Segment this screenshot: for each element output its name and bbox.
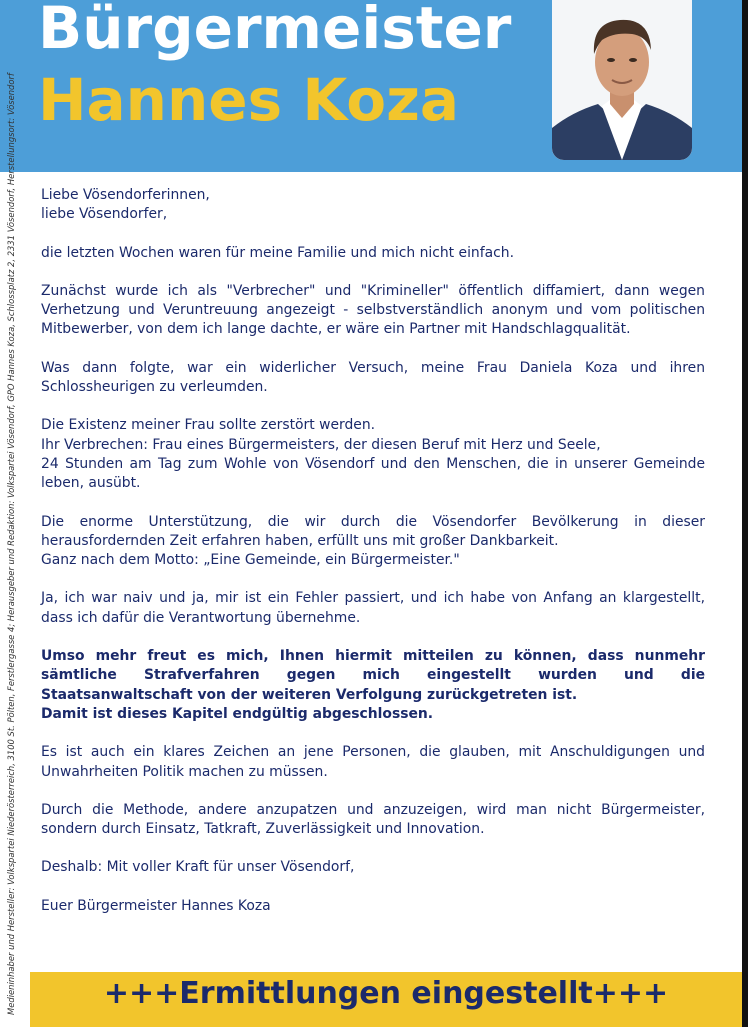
highlight-paragraph: Damit ist dieses Kapitel endgültig abgeschlossen. bbox=[41, 705, 434, 722]
motto-line: Ganz nach dem Motto: „Eine Gemeinde, ein Bürgermeister." bbox=[41, 552, 460, 569]
letter-paragraph: Die Existenz meiner Frau sollte zerstört werden. bbox=[41, 417, 376, 434]
greeting-line: Liebe Vösendorferinnen, bbox=[41, 187, 210, 203]
letter-paragraph: die letzten Wochen waren für meine Familie und mich nicht einfach. bbox=[41, 244, 514, 261]
letter-paragraph: Zunächst wurde ich als "Verbrecher" und "Krimineller" öffentlich diffamiert, dann wegen Verhetzung und Veruntreuung angezeigt - selbstverständlich anonym und vom politischen Mitbewerber, von dem ich lange dachte, er wäre ein Partner mit Handschlagqualität. bbox=[41, 282, 705, 338]
letter-paragraph: Ihr Verbrechen: Frau eines Bürgermeisters, der diesen Beruf mit Herz und Seele, bbox=[41, 436, 601, 453]
letter-paragraph: Es ist auch ein klares Zeichen an jene Personen, die glauben, mit Anschuldigungen und Unwahrheiten Politik machen zu müssen. bbox=[41, 744, 705, 780]
letter-body bbox=[41, 186, 705, 916]
letter-paragraph: 24 Stunden am Tag zum Wohle von Vösendorf und den Menschen, die in unserer Gemeinde leben, ausübt. bbox=[41, 455, 705, 492]
imprint-text: Medieninhaber und Hersteller: Volkspartei Niederösterreich, 3100 St. Pölten, Ferstlergasse 4; Herausgeber und Redaktion: Volkspartei Vösendorf, GPO Hannes Koza, Schlossplatz 2, 2331 Vösendorf, Herstellungsort: Vösendorf bbox=[6, 73, 16, 1015]
highlight-paragraph: Umso mehr freut es mich, Ihnen hiermit mitteilen zu können, dass nunmehr sämtliche Strafverfahren gegen mich eingestellt wurden und die Staatsanwaltschaft von der weiteren Verfolgung zurückgetreten ist. bbox=[41, 648, 705, 703]
letter-paragraph: Die enorme Unterstützung, die wir durch die Vösendorfer Bevölkerung in dieser herausfordernden Zeit erfahren haben, erfüllt uns mit großer Dankbarkeit. bbox=[41, 513, 705, 549]
signature-line: Euer Bürgermeister Hannes Koza bbox=[41, 897, 271, 914]
letter-paragraph: Ja, ich war naiv und ja, mir ist ein Fehler passiert, und ich habe von Anfang an klargestellt, dass ich dafür die Verantwortung übernehme. bbox=[41, 590, 705, 626]
letter-paragraph: Was dann folgte, war ein widerlicher Versuch, meine Frau Daniela Koza und ihren Schlossheurigen zu verleumden. bbox=[41, 359, 705, 396]
page-edge bbox=[742, 0, 748, 1027]
closing-line: Deshalb: Mit voller Kraft für unser Vösendorf, bbox=[41, 859, 355, 876]
portrait-photo bbox=[552, 0, 692, 160]
greeting-line: liebe Vösendorfer, bbox=[41, 206, 168, 223]
header-banner bbox=[0, 0, 742, 172]
footer-slogan: +++Ermittlungen eingestellt+++ bbox=[103, 976, 669, 1011]
title-name: Hannes Koza bbox=[38, 66, 459, 134]
title-office: Bürgermeister bbox=[38, 0, 512, 62]
letter-paragraph: Durch die Methode, andere anzupatzen und anzuzeigen, wird man nicht Bürgermeister, sondern durch Einsatz, Tatkraft, Zuverlässigkeit und Innovation. bbox=[41, 801, 705, 838]
footer-banner bbox=[30, 972, 742, 1027]
